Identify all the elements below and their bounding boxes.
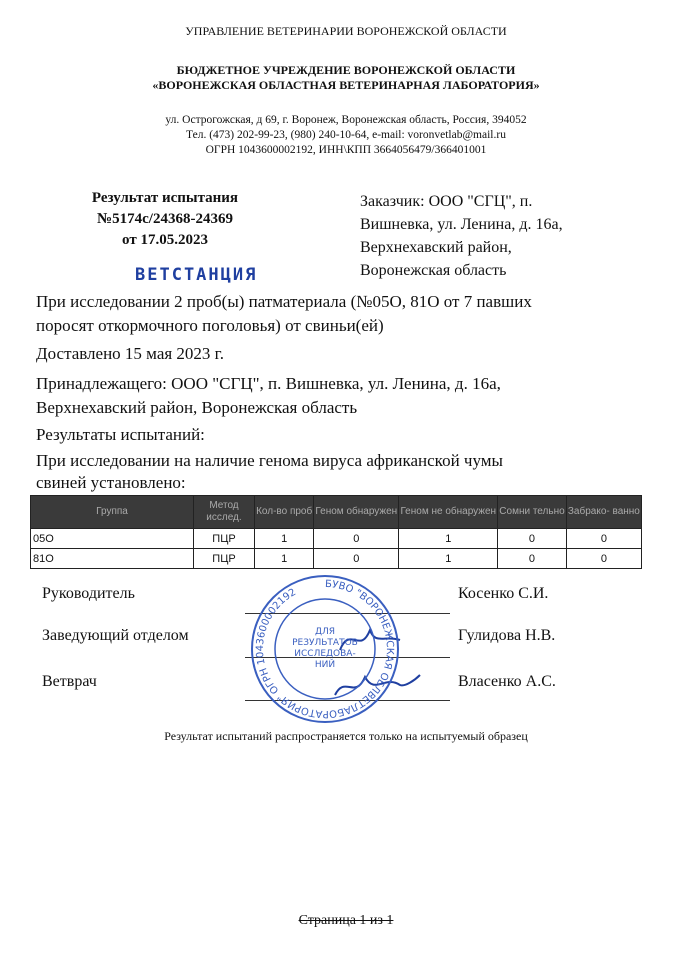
org-name: БЮДЖЕТНОЕ УЧРЕЖДЕНИЕ ВОРОНЕЖСКОЙ ОБЛАСТИ	[176, 63, 516, 77]
col-header: Метод исслед.	[194, 496, 255, 529]
col-header: Сомни тельно	[498, 496, 567, 529]
owner-line: Верхнехавский район, Воронежская область	[36, 398, 358, 417]
signature-role: Руководитель	[42, 585, 135, 602]
signature-role: Заведующий отделом	[42, 627, 189, 644]
cell: 0	[314, 549, 399, 569]
customer-block	[360, 190, 563, 282]
page-number: Страница 1 из 1	[298, 913, 394, 928]
col-header: Геном обнаружен	[314, 496, 399, 529]
result-number: №5174с/24368-24369	[97, 211, 233, 227]
table-row	[31, 549, 642, 569]
col-header: Забрако- ванно	[566, 496, 641, 529]
owner-line: Принадлежащего: ООО "СГЦ", п. Вишневка, ул. Ленина, д. 16а,	[36, 374, 501, 393]
org-name-2: «ВОРОНЕЖСКАЯ ОБЛАСТНАЯ ВЕТЕРИНАРНАЯ ЛАБОРАТОРИЯ»	[152, 78, 540, 92]
col-header: Геном не обнаружен	[399, 496, 498, 529]
cell: 0	[314, 529, 399, 549]
study-line: свиней установлено:	[36, 473, 186, 492]
owner	[36, 372, 501, 420]
cell: 0	[566, 549, 641, 569]
signature-name: Власенко А.С.	[458, 673, 556, 690]
cell: 0	[498, 529, 567, 549]
result-header	[60, 188, 270, 251]
result-date: от 17.05.2023	[122, 232, 208, 248]
body-text	[36, 290, 532, 338]
cell: ПЦР	[194, 529, 255, 549]
signature-name: Гулидова Н.В.	[458, 627, 556, 644]
address: ул. Острогожская, д 69, г. Воронеж, Воронежская область, Россия, 394052	[165, 114, 527, 126]
customer-line: Воронежская область	[360, 262, 507, 279]
cell: 05О	[31, 529, 194, 549]
seal-inner	[250, 627, 400, 671]
results-heading: Результаты испытаний:	[36, 425, 205, 444]
col-header: Кол-во проб	[255, 496, 314, 529]
cell: 0	[566, 529, 641, 549]
body-line: поросят откормочного поголовья) от свиньи(ей)	[36, 316, 384, 335]
seal-outer-text: БУВО "ВОРОНЕЖСКАЯ ОБЛВЕТЛАБОРАТОРИЯ" ОГРН 1043600002192	[254, 578, 396, 720]
cell: 0	[498, 549, 567, 569]
signature-name: Косенко С.И.	[458, 585, 549, 602]
cell: 1	[255, 529, 314, 549]
cell: 1	[399, 549, 498, 569]
body-line: При исследовании 2 проб(ы) патматериала (№05О, 81О от 7 павших	[36, 292, 532, 311]
seal-inner-text: ДЛЯ РЕЗУЛЬТАТОВ ИССЛЕДОВА-НИЙ	[292, 627, 358, 670]
study-text	[36, 450, 503, 494]
contacts: Тел. (473) 202-99-23, (980) 240-10-64, e-mail: voronvetlab@mail.ru	[186, 129, 506, 141]
result-title: Результат испытания	[91, 190, 239, 206]
col-header: Группа	[31, 496, 194, 529]
signature-role: Ветврач	[42, 673, 97, 690]
cell: 1	[255, 549, 314, 569]
cell: ПЦР	[194, 549, 255, 569]
table-row	[31, 529, 642, 549]
footer-note: Результат испытаний распространяется только на испытуемый образец	[164, 729, 528, 743]
study-line: При исследовании на наличие генома вируса африканской чумы	[36, 451, 503, 470]
registration-ids: ОГРН 1043600002192, ИНН\КПП 3664056479/366401001	[205, 144, 487, 156]
results-table	[30, 495, 642, 569]
customer-line: Вишневка, ул. Ленина, д. 16а,	[360, 216, 563, 233]
cell: 1	[399, 529, 498, 549]
customer-line: Верхнехавский район,	[360, 239, 512, 256]
delivered-date: Доставлено 15 мая 2023 г.	[36, 344, 224, 363]
customer-line: Заказчик: ООО "СГЦ", п.	[360, 193, 533, 210]
table-header-row	[31, 496, 642, 529]
vet-station-stamp: ВЕТСТАНЦИЯ	[135, 265, 258, 285]
authority: УПРАВЛЕНИЕ ВЕТЕРИНАРИИ ВОРОНЕЖСКОЙ ОБЛАСТИ	[185, 24, 507, 38]
cell: 81О	[31, 549, 194, 569]
